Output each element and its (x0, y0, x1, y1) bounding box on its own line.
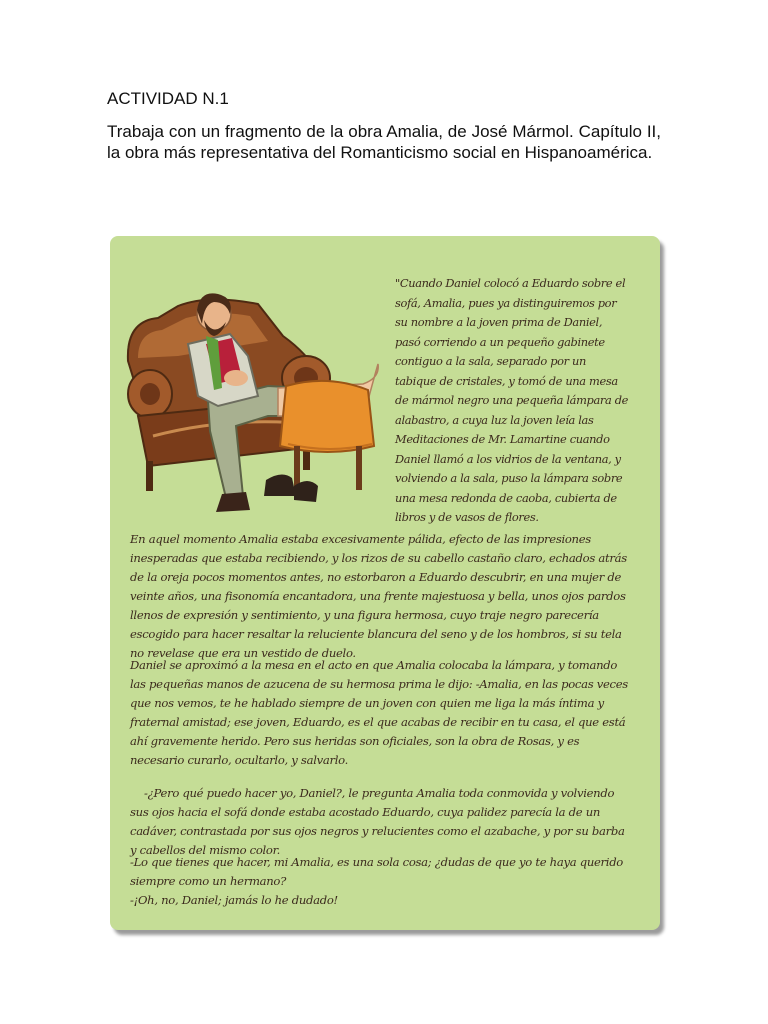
excerpt-paragraph-4 (130, 853, 630, 910)
excerpt-card (110, 236, 660, 930)
activity-heading: ACTIVIDAD N.1 (107, 89, 229, 108)
man-hands (224, 370, 248, 386)
activity-instructions: Trabaja con un fragmento de la obra Amalia, de José Mármol. Capítulo II, la obra más representativa del Romanticismo social en Hispanoamérica. (107, 122, 661, 162)
excerpt-paragraph-2: Daniel se aproximó a la mesa en el acto en que Amalia colocaba la lámpara, y tomando las pequeñas manos de azucena de su hermosa prima le dijo: -Amalia, en las pocas veces que nos vemos, te he hablado siempre de un joven con quien me liga la más íntima y fraternal amistad; ese joven, Eduardo, es el que acabas de recibir en tu casa, el que está ahí gravemente herido. Pero sus heridas son oficiales, son la obra de Rosas, y es necesario curarlo, ocultarlo, y salvarlo. (130, 658, 628, 767)
daniel-sofa-illustration (118, 266, 382, 516)
excerpt-dialogue-line-2: -¡Oh, no, Daniel; jamás lo he dudado! (130, 893, 338, 907)
excerpt-paragraph-1: En aquel momento Amalia estaba excesivamente pálida, efecto de las impresiones inesperadas que estaba recibiendo, y los rizos de su cabello castaño claro, echados atrás de la oreja pocos momentos antes, no estorbaron a Eduardo descubrir, en una mujer de veinte años, una fisonomía encantadora, una frente majestuosa y bella, unos ojos pardos llenos de expresión y sentimiento, y una figura hermosa, cuyo traje negro parecería escogido para hacer resaltar la reluciente blancura del seno y de los hombros, si su tela no revelase que era un vestido de duelo. (130, 532, 627, 660)
man-shoe (216, 492, 250, 512)
opening-quote: "Cuando Daniel colocó a Eduardo sobre el sofá, Amalia, pues ya distinguiremos por su nombre a la joven prima de Daniel, pasó corriendo a un pequeño gabinete contiguo a la sala, separado por un tabique de cristales, y tomó de una mesa de mármol negro una pequeña lámpara de alabastro, a cuya luz la joven leía las Meditaciones de Mr. Lamartine cuando Daniel llamó a los vidrios de la ventana, y volviendo a la sala, puso la lámpara sobre una mesa redonda de caoba, cubierta de libros y de vasos de flores. (395, 276, 629, 524)
boots-on-floor (264, 474, 318, 502)
excerpt-dialogue-line-1: -Lo que tienes que hacer, mi Amalia, es una sola cosa; ¿dudas de que yo te haya querido siempre como un hermano? (130, 855, 623, 888)
excerpt-paragraph-3: -¿Pero qué puedo hacer yo, Daniel?, le pregunta Amalia toda conmovida y volviendo sus ojos hacia el sofá donde estaba acostado Eduardo, cuya palidez parecía la de un cadáver, contrastada por sus ojos negros y relucientes como el azabache, y por su barba y cabellos del mismo color. (130, 786, 625, 857)
footstool (280, 381, 374, 452)
